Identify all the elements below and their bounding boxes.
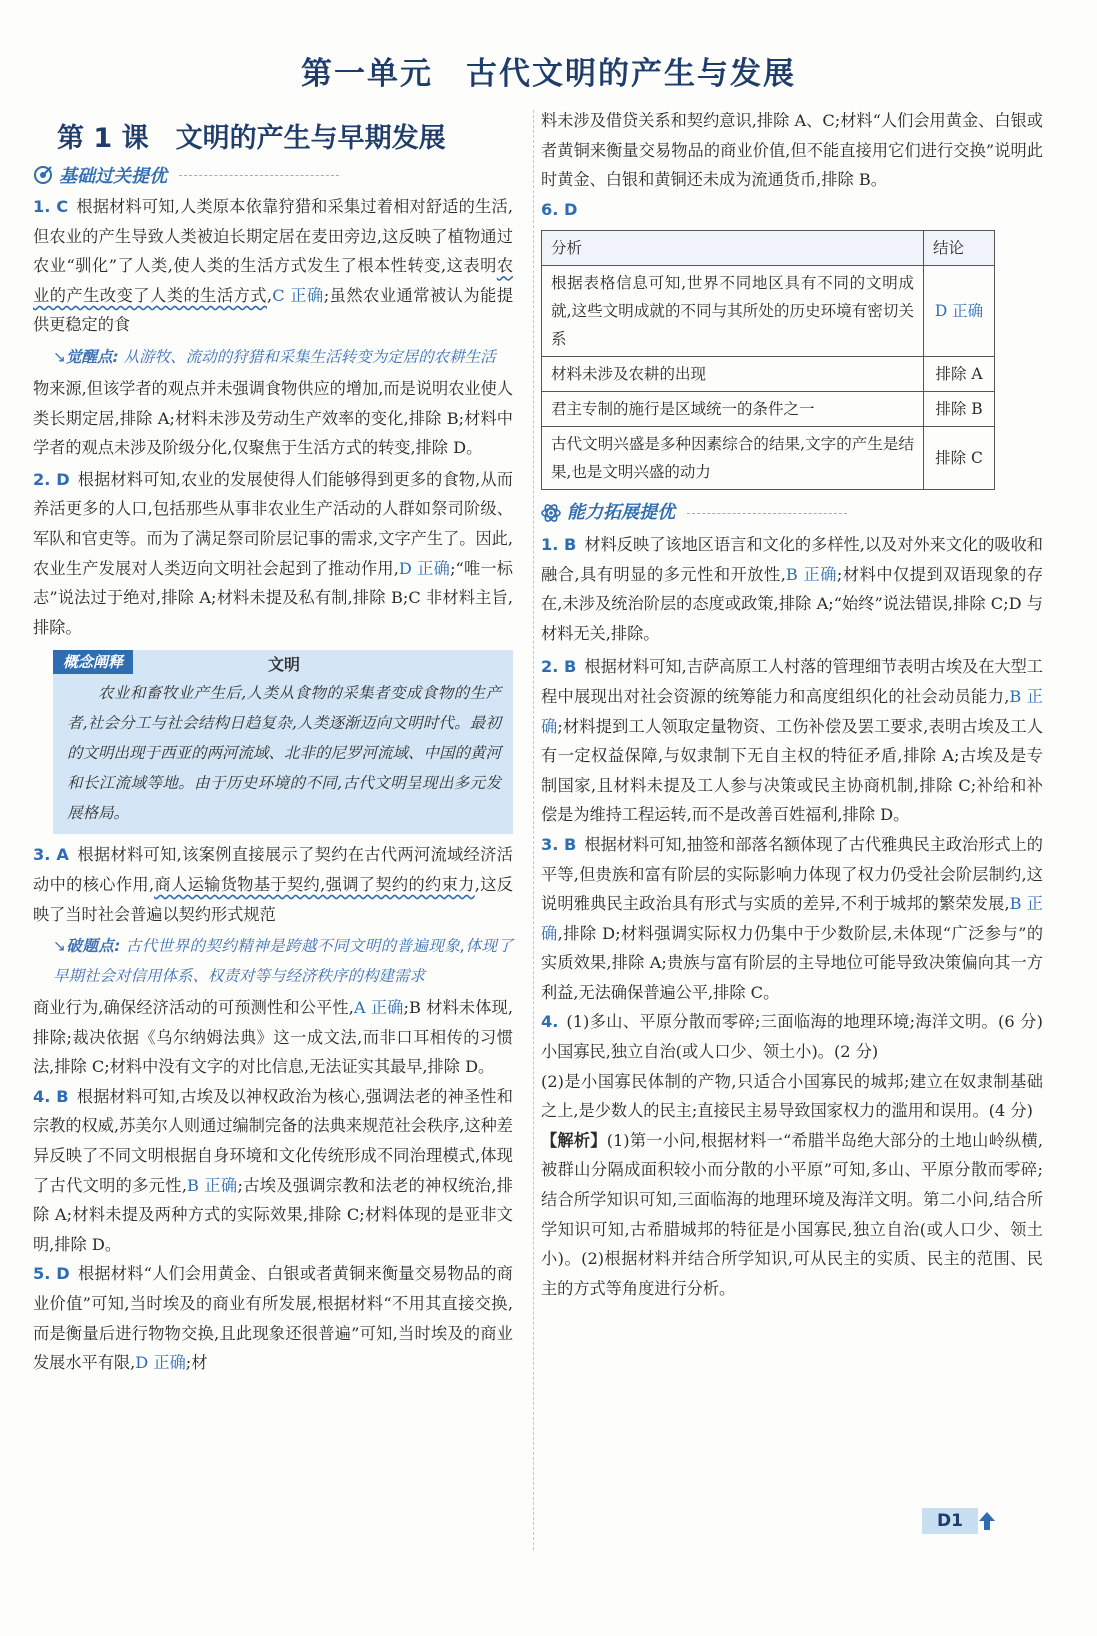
answer-text: ;B 材料未体现,排除;裁决依据《乌尔纳姆法典》这一成文法,而非口耳相传的习惯法,排除 C;材料中没有文字的对比信息,无法证实其最早,排除 D。 [33,998,514,1077]
note-breakthrough [53,931,513,991]
note-label: 破题点: [66,937,121,956]
answer-text: ;“唯一标志”说法过于绝对,排除 A;材料未提及私有制,排除 B;C 非材料主旨,排除。 [33,558,513,637]
concept-heading: 文明 [267,655,300,675]
answer-4 [33,1082,513,1260]
table-header: 分析 [542,231,924,266]
underlined-text: 商人运输货物基于契约,强调了契约的约束力 [154,874,475,894]
answer-text: ;材 [185,1353,208,1373]
lesson-title: 第 1 课 文明的产生与早期发展 [57,123,446,154]
note-text: 从游牧、流动的狩猎和采集生活转变为定居的农耕生活 [123,347,496,366]
table-cell: 排除 A [924,357,995,392]
left-column [33,192,513,1378]
answer-text: 材料反映了该地区语言和文化的多样性,以及对外来文化的吸收和融合,具有明显的多元性和开放性, [541,534,1043,584]
section-advanced-label: 能力拓展提优 [567,502,675,524]
advanced-answer-3 [541,830,1043,1008]
correct-marker: B 正确 [541,894,1043,943]
analysis-paragraph [541,1126,1043,1304]
answer-text: ;古埃及强调宗教和法老的神权统治,排除 A;材料未提及两种方式的实际效果,排除 C;材料体现的是亚非文明,排除 D。 [33,1175,513,1254]
table-row [542,392,995,427]
advanced-answer-1 [541,530,1043,648]
answer-number: 1. B [541,534,577,554]
table-header-row [542,231,995,266]
advanced-answer-4-part2 [541,1067,1043,1126]
table-cell: 古代文明兴盛是多种因素综合的结果,文字的产生是结果,也是文明兴盛的动力 [542,427,924,490]
table-cell: 根据表格信息可知,世界不同地区具有不同的文明成就,这些文明成就的不同与其所处的历史环境有密切关系 [542,266,924,357]
table-row [542,427,995,490]
arrow-up-icon [978,1511,996,1531]
answer-text: 根据材料“人们会用黄金、白银或者黄铜来衡量交易物品的商业价值”可知,当时埃及的商业有所发展,根据材料“不用其直接交换,而是衡量后进行物物交换,且此现象还很普遍”可知,当时埃及的商业发展水平有限, [33,1264,513,1373]
table-cell: 君主专制的施行是区域统一的条件之一 [542,392,924,427]
answer-3-cont [33,993,513,1082]
answer-text: ;材料中仅提到双语现象的存在,未涉及统治阶层的态度或政策,排除 A;“始终”说法错误,排除 C;D 与材料无关,排除。 [541,564,1044,643]
target-icon [33,165,53,185]
answer-number: 4. B [33,1086,69,1106]
answer-number: 2. B [541,657,577,677]
table-row [542,266,995,357]
page-number: D1 [922,1508,978,1534]
note-text: 古代世界的契约精神是跨越不同文明的普遍现象,体现了早期社会对信用体系、权责对等与经济秩序的构建需求 [53,937,513,986]
concept-body: 农业和畜牧业产生后,人类从食物的采集者变成食物的生产者,社会分工与社会结构日趋复杂,人类逐渐迈向文明时代。最初的文明出现于西亚的两河流域、北非的尼罗河流域、中国的黄河和长江流域等地。由于历史环境的不同,古代文明呈现出多元发展格局。 [67,684,502,823]
note-awakening [53,342,513,372]
table-cell: D 正确 [924,266,995,357]
answer-text: 料未涉及借贷关系和契约意识,排除 A、C;材料“人们会用黄金、白银或者黄铜来衡量交易物品的商业价值,但不能直接用它们进行交换”说明此时黄金、白银和黄铜还未成为流通货币,排除 B。 [541,111,1043,190]
note-label: 觉醒点: [66,347,119,366]
section-advanced [541,498,1043,528]
answer-text: 根据材料可知,人类原本依靠狩猎和采集过着相对舒适的生活,但农业的产生导致人类被迫长期定居在麦田旁边,这反映了植物通过农业“驯化”了人类,使人类的生活方式发生了根本性转变,这表明 [33,197,513,276]
answer-number: 4. [541,1012,559,1032]
table-header: 结论 [924,231,995,266]
answer-text: 根据材料可知,抽签和部落名额体现了古代雅典民主政治形式上的平等,但贵族和富有阶层的实际影响力体现了权力仍受社会阶层制约,这说明雅典民主政治具有形式与实质的差异,不利于城邦的繁荣发展, [541,834,1043,914]
answer-5-cont [541,106,1043,195]
atom-icon [541,503,561,523]
correct-marker: B 正确 [785,564,837,584]
answer-text: 根据材料可知,农业的发展使得人们能够得到更多的食物,从而养活更多的人口,包括那些从事非农业生产活动的人群如祭司阶级、军队和官吏等。而为了满足祭司阶层记事的需求,文字产生了。因此,农业生产发展对人类迈向文明社会起到了推动作用, [33,469,513,578]
underlined-text: 农业的产生改变了人类的生活方式 [33,256,513,305]
column-divider [533,110,534,1550]
answer-text: 根据材料可知,吉萨高原工人村落的管理细节表明古埃及在大型工程中展现出对社会资源的统筹能力和高度组织化的社会动员能力, [541,657,1043,706]
correct-marker: D 正确 [398,558,451,578]
table-cell: 排除 C [924,427,995,490]
table-cell: 排除 B [924,392,995,427]
answer-3 [33,840,513,929]
unit-title: 第一单元 古代文明的产生与发展 [301,56,796,92]
answer-2 [33,465,513,643]
answer-text: ;材料提到工人领取定量物资、工伤补偿及罢工要求,表明古埃及工人有一定权益保障,与奴隶制下无自主权的特征矛盾,排除 A;古埃及是专制国家,且材料未提及工人参与决策或民主协商机制,排除 C;补给和补偿是为维持工程运转,而不是改善百姓福利,排除 D。 [541,716,1043,825]
answer-text: 根据材料可知,该案例直接展示了契约在古代两河流域经济活动中的核心作用, [33,845,513,894]
correct-marker: B 正确 [186,1175,238,1195]
answer-text: (1)第一小问,根据材料一“希腊半岛绝大部分的土地山岭纵横,被群山分隔成面积较小而分散的小平原”可知,多山、平原分散而零碎;结合所学知识可知,三面临海的地理环境及海洋文明。第二小问,结合所学知识可知,古希腊城邦的特征是小国寡民,独立自治(或人口少、领土小)。(2)根据材料并结合所学知识,可从民主的实质、民主的范围、民主的方式等角度进行分析。 [541,1130,1043,1298]
table-cell: 材料未涉及农耕的出现 [542,357,924,392]
answer-6 [541,195,1043,225]
table-row [542,357,995,392]
answer-number: 6. D [541,199,578,219]
section-basic [33,162,339,188]
concept-tag: 概念阐释 [53,650,133,674]
correct-marker: B 正确 [541,686,1043,736]
advanced-answer-2 [541,652,1043,830]
answer-5 [33,1259,513,1377]
answer-text: 根据材料可知,古埃及以神权政治为核心,强调法老的神圣性和宗教的权威,苏美尔人则通过编制完备的法典来规范社会秩序,这种差异反映了不同文明根据自身环境和文化传统形成不同治理模式,体现了古代文明的多元性, [33,1086,513,1195]
answer-1-cont [33,374,513,463]
right-column [541,106,1043,1303]
analysis-table [541,230,995,490]
answer-text: ,这反映了当时社会普遍以契约形式规范 [33,874,513,924]
answer-1: 1. C 根据材料可知,人类原本依靠狩猎和采集过着相对舒适的生活,但农业的产生导致人类被迫长期定居在麦田旁边,这反映了植物通过农业“驯化”了人类,使人类的生活方式发生了根本性转变,这表明农业的产生改变了人类的生活方式,C 正确;虽然农业通常被认为能提供更稳定的食 [33,197,514,335]
answer-text: 物来源,但该学者的观点并未强调食物供应的增加,而是说明农业使人类长期定居,排除 A;材料未涉及劳动生产效率的变化,排除 B;材料中学者的观点未涉及阶级分化,仅聚焦于生活方式的转变,排除 D。 [33,378,513,458]
answer-text: (1)多山、平原分散而零碎;三面临海的地理环境;海洋文明。(6 分)小国寡民,独立自治(或人口少、领土小)。(2 分) [541,1012,1043,1062]
answer-text: ;虽然农业通常被认为能提供更稳定的食 [33,285,514,335]
correct-marker: D 正确 [135,1353,186,1373]
answer-text: (2)是小国寡民体制的产物,只适合小国寡民的城邦;建立在奴隶制基础之上,是少数人的民主;直接民主易导致国家权力的滥用和误用。(4 分) [541,1071,1043,1121]
concept-box [53,650,513,834]
arrow-icon: ↘ [53,937,66,956]
answer-number: 5. D [33,1264,70,1284]
answer-text: ,排除 D;材料强调实际权力仍集中于少数阶层,未体现“广泛参与”的实质效果,排除 A;贵族与富有阶层的主导地位可能导致决策偏向其一方利益,无法确保普遍公平,排除 C。 [541,923,1044,1002]
answer-number: 3. B [541,834,577,854]
answer-number: 3. A [33,845,69,865]
arrow-icon: ↘ [53,347,66,366]
correct-marker: C 正确 [272,285,324,305]
advanced-answer-4 [541,1007,1043,1066]
answer-number: 2. D [33,469,70,489]
answer-text: 商业行为,确保经济活动的可预测性和公平性, [33,998,354,1018]
section-basic-label: 基础过关提优 [59,166,167,187]
answer-number: 1. C [33,197,69,216]
correct-marker: A 正确 [353,998,404,1018]
analysis-label: 【解析】 [541,1130,607,1150]
